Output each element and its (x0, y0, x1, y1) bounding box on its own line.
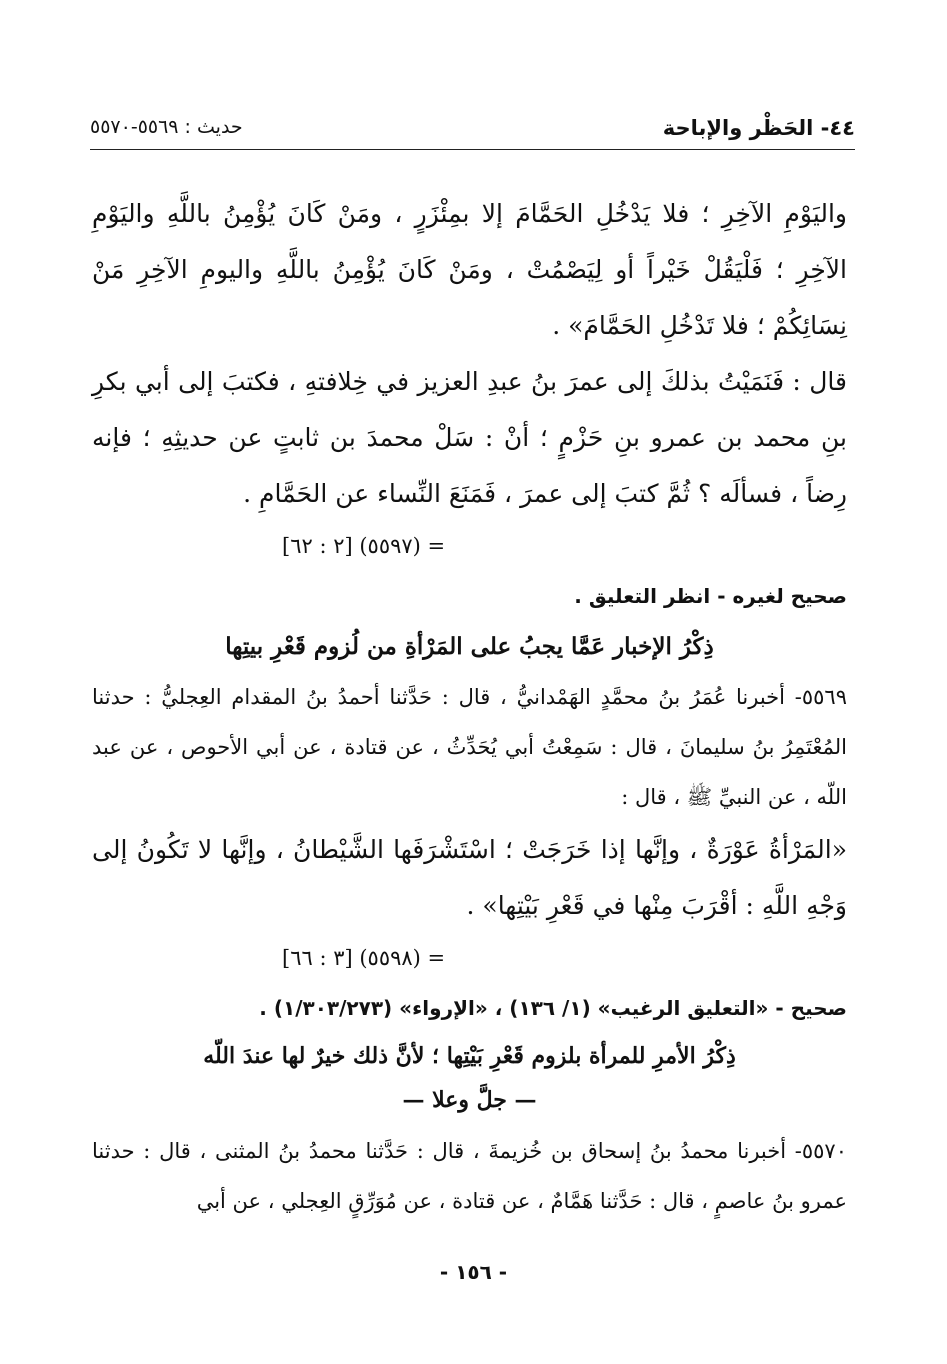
cross-reference-1-text: = (٥٥٩٧) [٢ : ٦٢] (282, 534, 446, 558)
cross-reference-1 (92, 522, 847, 570)
page-header (90, 110, 855, 150)
section-heading-1: ذِكْرُ الإخبار عَمَّا يجبُ على المَرْأةِ من لُزوم قَعْرِ بيتِها (225, 633, 714, 660)
section-heading-2-suffix: — جلَّ وعلا — (402, 1087, 537, 1113)
header-divider (90, 149, 855, 150)
grading-2: صحيح - «التعليق الرغيب» (١/ ١٣٦) ، «الإرواء» (١/٣٠٣/٢٧٣) . (259, 996, 847, 1020)
paragraph-hadith-text: واليَوْمِ الآخِرِ ؛ فلا يَدْخُلِ الحَمَّامَ إلا بمِئْزَرٍ ، ومَنْ كَانَ يُؤْمِنُ باللَّهِ واليَوْمِ الآخِرِ ؛ فَلْيَقُلْ خَيْراً أو لِيَصْمُتْ ، ومَنْ كَانَ يُؤْمِنُ باللَّهِ واليومِ الآخِرِ مَنْ نِسَائِكُمْ ؛ فلا تَدْخُلِ الحَمَّامَ» . (92, 199, 847, 340)
cross-reference-2-text: = (٥٥٩٨) [٣ : ٦٦] (282, 946, 446, 970)
section-heading-2: ذِكْرُ الأمرِ للمرأة بلزوم قَعْرِ بَيْتِها ؛ لأنَّ ذلك خيرٌ لها عندَ اللّه (203, 1043, 736, 1069)
cross-reference-2 (92, 934, 847, 982)
hadith-range: حديث : ٥٥٦٩-٥٥٧٠ (90, 116, 243, 138)
chapter-title: ٤٤- الحَظْر والإباحة (662, 116, 855, 140)
hadith-5570-isnad: ٥٥٧٠- أخبرنا محمدُ بنُ إسحاق بن خُزيمةَ ، قال : حَدَّثنا محمدُ بنُ المثنى ، قال : حدثنا عمرو بنُ عاصمٍ ، قال : حَدَّثنا هَمَّامٌ ، عن قتادة ، عن مُوَرِّقٍ العِجلي ، عن أبي (92, 1139, 847, 1213)
page-number: - ١٥٦ - (439, 1260, 508, 1284)
hadith-5569-isnad: ٥٥٦٩- أخبرنا عُمَرُ بنُ محمَّدٍ الهَمْدانيُّ ، قال : حَدَّثنا أحمدُ بنُ المقدام العِجليُّ : حدثنا المُعْتَمِرُ بنُ سليمانَ ، قال : سَمِعْتُ أبي يُحَدِّثُ ، عن قتادة ، عن أبي الأحوص ، عن عبد اللّه ، عن النبيِّ ﷺ ، قال : (92, 685, 847, 809)
paragraph-narration: قال : فَنَمَيْتُ بذلكَ إلى عمرَ بنُ عبدِ العزيز في خِلافتهِ ، فكتبَ إلى أبي بكرِ بنِ محمد بن عمرو بنِ حَزْمٍ ؛ أنْ : سَلْ محمدَ بن ثابتٍ عن حديثِهِ ؛ فإنه رِضاً ، فسألَه ؟ ثُمَّ كتبَ إلى عمرَ ، فَمَنَعَ النِّساء عن الحَمَّامِ . (92, 367, 847, 508)
page-body (92, 186, 847, 1226)
grading-1: صحيح لغيره - انظر التعليق . (574, 584, 847, 608)
hadith-5569-matn: «المَرْأةُ عَوْرَةٌ ، وإنَّها إذا خَرَجَتْ ؛ اسْتَشْرَفَها الشَّيْطانُ ، وإنَّها لا تَكُونُ إلى وَجْهِ اللَّهِ : أقْرَبَ مِنْها في قَعْرِ بَيْتِها» . (92, 835, 847, 920)
